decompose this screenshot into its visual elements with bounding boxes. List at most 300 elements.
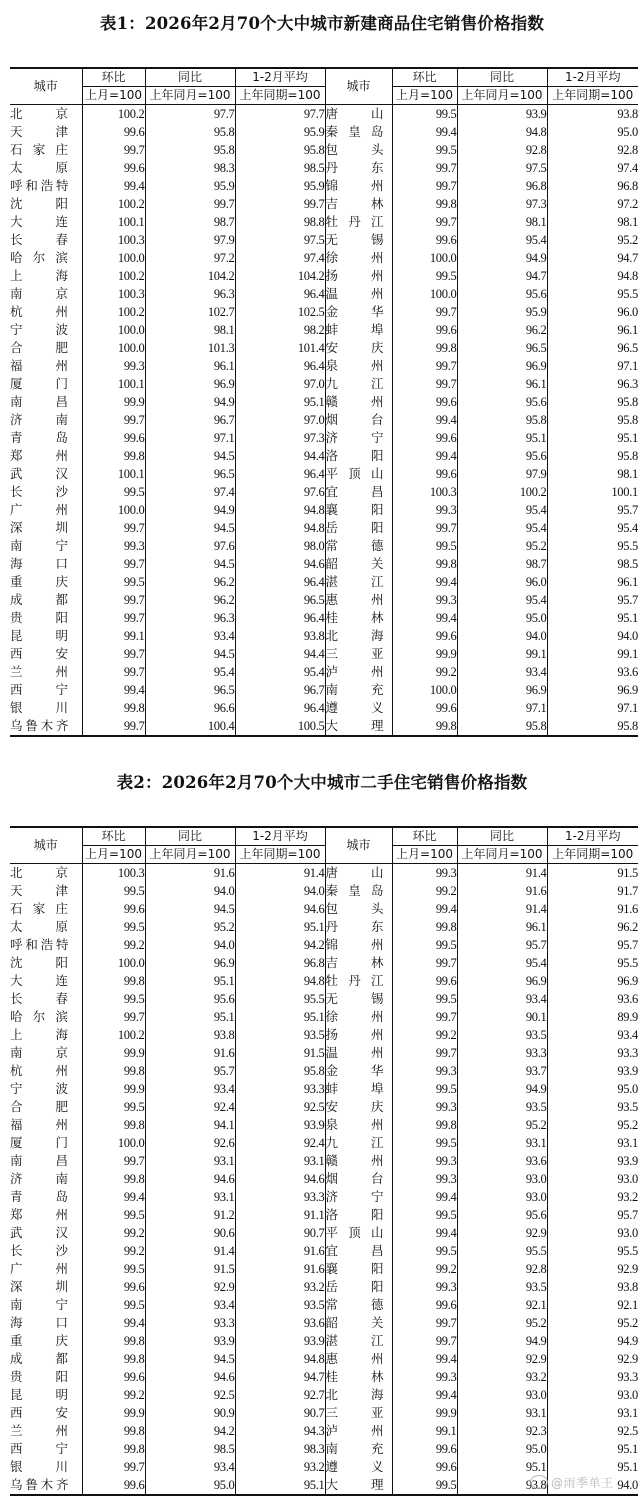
city-name: 济 宁	[325, 430, 384, 445]
avg-value: 95.8	[617, 719, 638, 733]
city-name: 泸 州	[325, 1423, 384, 1438]
city-name: 温 州	[325, 286, 384, 301]
mom-value: 99.7	[82, 555, 145, 573]
avg-value: 92.9	[617, 1262, 638, 1276]
table-row	[10, 375, 638, 393]
city-name: 西 宁	[10, 682, 68, 697]
yoy-value: 96.7	[145, 411, 235, 429]
mom-value: 99.7	[392, 519, 457, 537]
city-name: 秦 皇 岛	[325, 124, 384, 139]
mom-value: 100.2	[82, 1026, 145, 1044]
table-row	[10, 882, 638, 900]
mom-value: 99.9	[82, 1404, 145, 1422]
city-cell	[10, 483, 82, 501]
avg-value: 98.2	[235, 321, 325, 339]
yoy-value: 95.9	[145, 177, 235, 195]
mom-header: 环比	[392, 68, 457, 87]
yoy-value: 92.9	[457, 1224, 547, 1242]
city-name: 合 肥	[10, 1099, 68, 1114]
mom-value: 99.7	[392, 357, 457, 375]
city-name: 丹 东	[325, 160, 384, 175]
city-cell	[325, 1350, 392, 1368]
mom-value: 99.6	[82, 123, 145, 141]
city-cell	[325, 1098, 392, 1116]
mom-value: 99.9	[392, 1404, 457, 1422]
avg-base-header: 上年同期=100	[547, 846, 638, 864]
mom-value: 99.4	[392, 609, 457, 627]
avg-value: 93.8	[617, 1280, 638, 1294]
city-cell	[10, 1440, 82, 1458]
yoy-value: 95.6	[457, 447, 547, 465]
city-cell	[325, 141, 392, 159]
city-name: 安 庆	[325, 1099, 384, 1114]
city-name: 太 原	[10, 160, 68, 175]
avg-header: 1-2月平均	[547, 68, 638, 87]
avg-value: 95.7	[617, 938, 638, 952]
mom-value: 99.5	[82, 483, 145, 501]
avg-value: 95.5	[617, 539, 638, 553]
city-cell	[325, 627, 392, 645]
city-name: 襄 阳	[325, 502, 384, 517]
table-row	[10, 645, 638, 663]
yoy-value: 94.5	[145, 447, 235, 465]
yoy-value: 94.5	[145, 900, 235, 918]
mom-value: 99.4	[392, 1386, 457, 1404]
mom-value: 99.3	[392, 1152, 457, 1170]
table-row	[10, 918, 638, 936]
yoy-value: 97.1	[457, 699, 547, 717]
city-cell	[325, 1134, 392, 1152]
mom-value: 99.5	[392, 1242, 457, 1260]
table-row	[10, 411, 638, 429]
city-name: 重 庆	[10, 1333, 68, 1348]
mom-value: 99.5	[82, 990, 145, 1008]
yoy-value: 93.4	[457, 663, 547, 681]
city-cell	[325, 645, 392, 663]
table-row	[10, 591, 638, 609]
yoy-value: 93.9	[145, 1332, 235, 1350]
city-name: 徐 州	[325, 250, 384, 265]
city-cell	[325, 285, 392, 303]
yoy-value: 98.1	[145, 321, 235, 339]
city-cell	[10, 1260, 82, 1278]
yoy-value: 91.6	[145, 864, 235, 883]
yoy-value: 94.5	[145, 1350, 235, 1368]
mom-value: 99.6	[392, 465, 457, 483]
mom-value: 99.5	[392, 537, 457, 555]
mom-value: 99.7	[82, 141, 145, 159]
city-name: 成 都	[10, 592, 68, 607]
city-cell	[325, 1116, 392, 1134]
city-cell	[10, 918, 82, 936]
city-name: 秦 皇 岛	[325, 883, 384, 898]
mom-value: 99.7	[392, 375, 457, 393]
table-row	[10, 717, 638, 736]
city-name: 厦 门	[10, 1135, 68, 1150]
city-cell	[10, 1224, 82, 1242]
yoy-value: 98.7	[457, 555, 547, 573]
avg-value: 96.4	[235, 285, 325, 303]
mom-value: 99.2	[82, 1386, 145, 1404]
mom-value: 99.5	[82, 1206, 145, 1224]
avg-value: 100.5	[235, 717, 325, 736]
mom-value: 100.0	[392, 285, 457, 303]
yoy-value: 91.4	[457, 864, 547, 883]
mom-value: 99.7	[392, 159, 457, 177]
city-cell	[10, 249, 82, 267]
city-name: 吉 林	[325, 196, 384, 211]
avg-value: 92.4	[235, 1134, 325, 1152]
mom-value: 99.1	[392, 1422, 457, 1440]
mom-value: 99.6	[82, 900, 145, 918]
city-header: 城市	[10, 827, 82, 864]
city-cell	[325, 447, 392, 465]
city-cell	[10, 1098, 82, 1116]
mom-value: 99.5	[392, 936, 457, 954]
city-name: 常 德	[325, 1297, 384, 1312]
avg-value: 92.8	[617, 143, 638, 157]
city-name: 桂 林	[325, 1369, 384, 1384]
yoy-value: 97.4	[145, 483, 235, 501]
avg-value: 95.7	[617, 593, 638, 607]
mom-value: 99.4	[82, 1188, 145, 1206]
avg-value: 98.8	[235, 213, 325, 231]
avg-value: 95.2	[617, 1118, 638, 1132]
avg-value: 93.1	[235, 1152, 325, 1170]
city-cell	[10, 717, 82, 736]
mom-value: 99.8	[392, 339, 457, 357]
city-cell	[325, 321, 392, 339]
yoy-value: 92.8	[457, 1260, 547, 1278]
yoy-value: 97.9	[145, 231, 235, 249]
avg-value: 96.4	[235, 573, 325, 591]
mom-header: 环比	[392, 827, 457, 846]
city-name: 成 都	[10, 1351, 68, 1366]
mom-value: 99.2	[392, 882, 457, 900]
avg-value: 96.3	[617, 377, 638, 391]
mom-value: 99.7	[392, 1008, 457, 1026]
city-name: 赣 州	[325, 394, 384, 409]
yoy-value: 96.1	[145, 357, 235, 375]
city-name: 常 德	[325, 538, 384, 553]
city-cell	[325, 501, 392, 519]
city-name: 济 宁	[325, 1189, 384, 1204]
city-name: 哈 尔 滨	[10, 1009, 68, 1024]
avg-value: 98.3	[235, 1440, 325, 1458]
yoy-value: 94.9	[457, 1080, 547, 1098]
avg-value: 93.8	[617, 107, 638, 121]
city-cell	[10, 105, 82, 124]
city-name: 唐 山	[325, 106, 384, 121]
yoy-value: 95.8	[145, 141, 235, 159]
mom-value: 99.2	[392, 663, 457, 681]
yoy-value: 96.9	[457, 972, 547, 990]
mom-value: 100.1	[82, 465, 145, 483]
city-cell	[325, 1008, 392, 1026]
avg-value: 93.1	[617, 1406, 638, 1420]
avg-value: 95.8	[235, 141, 325, 159]
yoy-value: 92.1	[457, 1296, 547, 1314]
city-cell	[10, 954, 82, 972]
city-name: 上 海	[10, 1027, 68, 1042]
yoy-value: 92.4	[145, 1098, 235, 1116]
city-cell	[10, 213, 82, 231]
mom-value: 99.3	[392, 1368, 457, 1386]
yoy-value: 93.2	[457, 1368, 547, 1386]
city-name: 襄 阳	[325, 1261, 384, 1276]
yoy-value: 95.6	[457, 1206, 547, 1224]
city-name: 银 川	[10, 1459, 68, 1474]
city-cell	[325, 375, 392, 393]
city-cell	[10, 123, 82, 141]
city-cell	[325, 1314, 392, 1332]
avg-value: 94.0	[617, 629, 638, 643]
avg-value: 97.2	[617, 197, 638, 211]
avg-value: 97.0	[235, 375, 325, 393]
yoy-value: 95.8	[145, 123, 235, 141]
mom-value: 99.7	[82, 1008, 145, 1026]
table-row	[10, 1386, 638, 1404]
table-row	[10, 864, 638, 883]
city-cell	[325, 339, 392, 357]
avg-value: 94.3	[235, 1422, 325, 1440]
city-name: 惠 州	[325, 592, 384, 607]
city-name: 广 州	[10, 502, 68, 517]
avg-value: 96.5	[235, 591, 325, 609]
mom-value: 99.4	[392, 1350, 457, 1368]
yoy-value: 93.5	[457, 1278, 547, 1296]
table-row	[10, 573, 638, 591]
city-cell	[10, 1296, 82, 1314]
mom-value: 99.7	[392, 1332, 457, 1350]
avg-value: 93.6	[235, 1314, 325, 1332]
city-name: 南 京	[10, 286, 68, 301]
avg-value: 93.9	[617, 1154, 638, 1168]
mom-value: 99.9	[82, 1080, 145, 1098]
yoy-value: 93.1	[145, 1188, 235, 1206]
city-cell	[325, 465, 392, 483]
mom-value: 99.4	[82, 177, 145, 195]
city-cell	[10, 1062, 82, 1080]
mom-value: 99.4	[82, 1314, 145, 1332]
avg-value: 93.3	[235, 1188, 325, 1206]
mom-value: 99.8	[82, 972, 145, 990]
city-cell	[10, 231, 82, 249]
avg-header: 1-2月平均	[547, 827, 638, 846]
city-name: 南 昌	[10, 394, 68, 409]
city-cell	[10, 267, 82, 285]
yoy-value: 92.5	[145, 1386, 235, 1404]
mom-value: 99.6	[392, 393, 457, 411]
mom-value: 100.3	[82, 864, 145, 883]
mom-value: 99.8	[392, 555, 457, 573]
table-row	[10, 465, 638, 483]
mom-value: 99.2	[392, 1260, 457, 1278]
yoy-value: 91.6	[457, 882, 547, 900]
city-cell	[10, 645, 82, 663]
city-name: 贵 阳	[10, 1369, 68, 1384]
yoy-value: 95.7	[457, 936, 547, 954]
city-cell	[10, 936, 82, 954]
avg-value: 97.4	[617, 161, 638, 175]
yoy-value: 95.0	[457, 609, 547, 627]
yoy-value: 95.6	[457, 285, 547, 303]
city-name: 沈 阳	[10, 955, 68, 970]
mom-value: 99.8	[82, 447, 145, 465]
mom-value: 99.6	[82, 1476, 145, 1495]
mom-value: 99.6	[392, 231, 457, 249]
mom-value: 100.0	[82, 954, 145, 972]
city-cell	[325, 1224, 392, 1242]
city-name: 无 锡	[325, 232, 384, 247]
yoy-value: 93.9	[457, 105, 547, 124]
city-name: 昆 明	[10, 628, 68, 643]
table-row	[10, 627, 638, 645]
avg-value: 100.1	[611, 485, 638, 499]
avg-value: 95.1	[235, 918, 325, 936]
avg-value: 94.8	[235, 1350, 325, 1368]
city-cell	[325, 537, 392, 555]
city-cell	[10, 972, 82, 990]
yoy-value: 91.4	[457, 900, 547, 918]
yoy-value: 95.1	[145, 1008, 235, 1026]
city-name: 烟 台	[325, 1171, 384, 1186]
city-name: 安 庆	[325, 340, 384, 355]
mom-value: 99.3	[392, 864, 457, 883]
avg-value: 94.6	[235, 900, 325, 918]
table-row	[10, 537, 638, 555]
city-cell	[10, 411, 82, 429]
city-cell	[10, 519, 82, 537]
yoy-value: 95.5	[457, 1242, 547, 1260]
yoy-base-header: 上年同月=100	[145, 87, 235, 105]
avg-value: 95.5	[617, 956, 638, 970]
mom-value: 99.8	[392, 717, 457, 736]
yoy-value: 96.9	[145, 375, 235, 393]
city-cell	[10, 591, 82, 609]
city-name: 天 津	[10, 883, 68, 898]
city-cell	[10, 882, 82, 900]
mom-value: 99.5	[392, 1134, 457, 1152]
city-cell	[10, 141, 82, 159]
city-cell	[325, 663, 392, 681]
city-name: 南 昌	[10, 1153, 68, 1168]
yoy-value: 93.3	[457, 1044, 547, 1062]
yoy-value: 95.2	[145, 918, 235, 936]
city-cell	[325, 717, 392, 736]
yoy-value: 93.4	[145, 1080, 235, 1098]
yoy-value: 102.7	[145, 303, 235, 321]
yoy-value: 95.4	[457, 591, 547, 609]
table-row	[10, 249, 638, 267]
mom-value: 99.6	[82, 1278, 145, 1296]
avg-value: 89.9	[617, 1010, 638, 1024]
avg-value: 97.1	[617, 359, 638, 373]
avg-value: 93.6	[617, 992, 638, 1006]
city-name: 惠 州	[325, 1351, 384, 1366]
yoy-value: 96.9	[457, 681, 547, 699]
avg-value: 93.2	[235, 1278, 325, 1296]
yoy-value: 94.9	[457, 249, 547, 267]
mom-value: 100.3	[392, 483, 457, 501]
city-name: 武 汉	[10, 1225, 68, 1240]
avg-value: 95.5	[235, 990, 325, 1008]
city-cell	[325, 519, 392, 537]
city-header: 城市	[325, 827, 392, 864]
avg-value: 95.8	[235, 1062, 325, 1080]
city-cell	[10, 1278, 82, 1296]
mom-value: 99.6	[392, 972, 457, 990]
yoy-value: 93.0	[457, 1386, 547, 1404]
city-cell	[325, 1458, 392, 1476]
yoy-value: 92.8	[457, 141, 547, 159]
yoy-header: 同比	[145, 68, 235, 87]
yoy-value: 95.2	[457, 1116, 547, 1134]
avg-base-header: 上年同期=100	[547, 87, 638, 105]
city-name: 广 州	[10, 1261, 68, 1276]
city-cell	[10, 1080, 82, 1098]
avg-value: 94.7	[235, 1368, 325, 1386]
table-row	[10, 321, 638, 339]
city-cell	[325, 1206, 392, 1224]
city-name: 呼 和 浩 特	[10, 937, 68, 952]
city-name: 九 江	[325, 376, 384, 391]
yoy-value: 96.5	[457, 339, 547, 357]
table-row	[10, 555, 638, 573]
mom-value: 99.6	[82, 429, 145, 447]
mom-value: 99.5	[392, 990, 457, 1008]
city-cell	[10, 177, 82, 195]
yoy-value: 95.4	[457, 954, 547, 972]
table-row	[10, 609, 638, 627]
city-name: 昆 明	[10, 1387, 68, 1402]
city-name: 北 海	[325, 628, 384, 643]
mom-value: 100.0	[392, 681, 457, 699]
yoy-value: 95.4	[145, 663, 235, 681]
yoy-value: 104.2	[145, 267, 235, 285]
avg-value: 92.5	[617, 1424, 638, 1438]
city-cell	[10, 1332, 82, 1350]
city-name: 徐 州	[325, 1009, 384, 1024]
avg-value: 93.9	[235, 1116, 325, 1134]
mom-value: 99.2	[82, 1224, 145, 1242]
mom-value: 99.6	[392, 429, 457, 447]
avg-value: 95.8	[617, 449, 638, 463]
city-cell	[325, 1278, 392, 1296]
city-name: 三 亚	[325, 1405, 384, 1420]
yoy-value: 95.6	[457, 393, 547, 411]
city-name: 北 海	[325, 1387, 384, 1402]
mom-header: 环比	[82, 827, 145, 846]
city-name: 郑 州	[10, 1207, 68, 1222]
mom-value: 99.1	[82, 627, 145, 645]
city-name: 丹 东	[325, 919, 384, 934]
mom-value: 99.3	[392, 1098, 457, 1116]
city-cell	[325, 1188, 392, 1206]
yoy-value: 95.1	[145, 972, 235, 990]
yoy-value: 95.0	[145, 1476, 235, 1495]
city-cell	[325, 1440, 392, 1458]
yoy-value: 93.7	[457, 1062, 547, 1080]
city-cell	[10, 1242, 82, 1260]
avg-value: 90.7	[235, 1404, 325, 1422]
yoy-value: 93.1	[457, 1134, 547, 1152]
avg-value: 96.4	[235, 465, 325, 483]
mom-header: 环比	[82, 68, 145, 87]
watermark-text: @雨季单王	[551, 1476, 614, 1490]
city-name: 烟 台	[325, 412, 384, 427]
city-name: 洛 阳	[325, 1207, 384, 1222]
